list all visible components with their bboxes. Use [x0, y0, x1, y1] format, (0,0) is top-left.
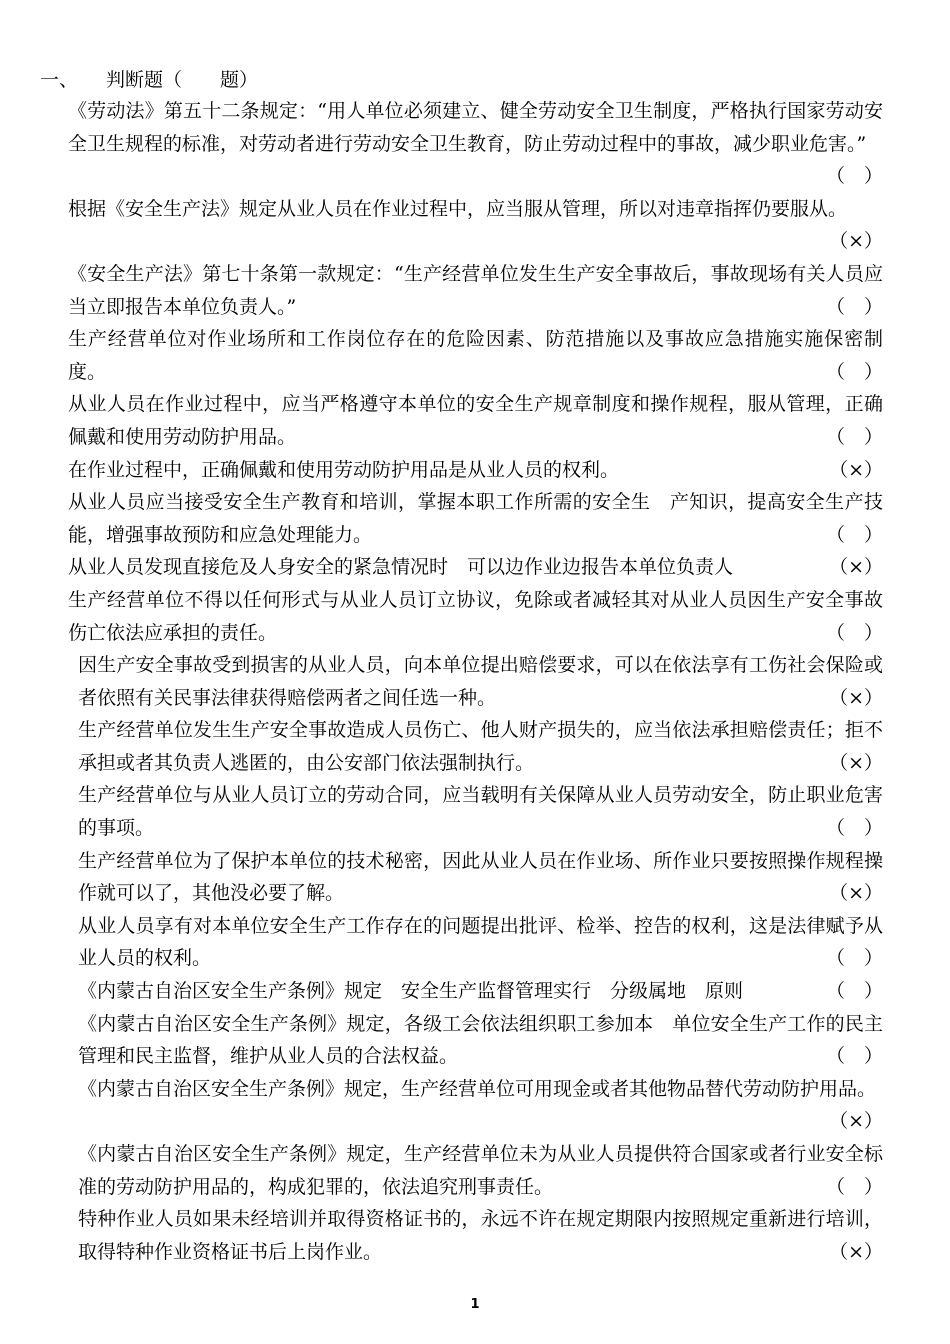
- question-text: 从业人员应当接受安全生产教育和培训，掌握本职工作所需的安全生 产知识，提高安全生产技能，增强事故预防和应急处理能力。: [68, 491, 883, 546]
- answer-mark: （×）: [829, 1240, 883, 1263]
- answer-mark: （×）: [829, 230, 883, 253]
- question-item: [68, 95, 883, 193]
- answer-mark: （×）: [829, 1110, 883, 1133]
- question-text: 《安全生产法》第七十条第一款规定：“生产经营单位发生生产安全事故后，事故现场有关人员应当立即报告本单位负责人。”: [68, 262, 883, 318]
- answer-mark: （ ）: [825, 817, 883, 840]
- question-item: [68, 714, 883, 779]
- answer-mark: （ ）: [825, 165, 883, 188]
- question-item: [68, 1073, 883, 1138]
- question-text: 生产经营单位发生生产安全事故造成人员伤亡、他人财产损失的，应当依法承担赔偿责任；拒不承担或者其负责人逃匿的，由公安部门依法强制执行。: [78, 719, 883, 774]
- question-text: 特种作业人员如果未经培训并取得资格证书的，永远不许在规定期限内按照规定重新进行培训，取得特种作业资格证书后上岗作业。: [78, 1208, 883, 1263]
- question-item: [68, 1008, 883, 1073]
- answer-mark: （ ）: [825, 295, 883, 318]
- question-text: 根据《安全生产法》规定从业人员在作业过程中，应当服从管理，所以对违章指挥仍要服从。: [68, 197, 848, 220]
- question-item: [68, 486, 883, 551]
- section-number: 一、: [40, 69, 79, 91]
- question-text: 从业人员在作业过程中，应当严格遵守本单位的安全生产规章制度和操作规程，服从管理，正确佩戴和使用劳动防护用品。: [68, 393, 883, 448]
- section-heading: [40, 66, 258, 94]
- answer-mark: （×）: [829, 458, 883, 481]
- answer-mark: （ ）: [825, 1175, 883, 1198]
- question-item: [68, 1203, 883, 1268]
- answer-mark: （ ）: [825, 1045, 883, 1068]
- question-item: [68, 193, 883, 258]
- question-list: [68, 95, 883, 1268]
- question-text: 从业人员发现直接危及人身安全的紧急情况时 可以边作业边报告本单位负责人: [68, 556, 734, 579]
- page-number: 1: [470, 1297, 480, 1312]
- question-text: 在作业过程中，正确佩戴和使用劳动防护用品是从业人员的权利。: [68, 458, 620, 481]
- answer-mark: （ ）: [825, 621, 883, 644]
- question-text: 《劳动法》第五十二条规定：“用人单位必须建立、健全劳动安全卫生制度，严格执行国家劳动安全卫生规程的标准，对劳动者进行劳动安全卫生教育，防止劳动过程中的事故，减少职业危害。”: [68, 100, 883, 155]
- question-item: [68, 388, 883, 453]
- question-item: [68, 551, 883, 584]
- answer-mark: （ ）: [825, 980, 883, 1003]
- question-item: [68, 975, 883, 1008]
- question-item: [68, 845, 883, 910]
- answer-mark: （ ）: [825, 523, 883, 546]
- answer-mark: （ ）: [825, 425, 883, 448]
- question-text: 生产经营单位与从业人员订立的劳动合同，应当载明有关保障从业人员劳动安全，防止职业危害的事项。: [78, 784, 883, 840]
- question-text: 《内蒙古自治区安全生产条例》规定，生产经营单位可用现金或者其他物品替代劳动防护用品。: [78, 1077, 877, 1100]
- question-text: 从业人员享有对本单位安全生产工作存在的问题提出批评、检举、控告的权利，这是法律赋予从业人员的权利。: [78, 914, 883, 970]
- section-title: 判断题（ 题）: [106, 69, 259, 91]
- question-item: [68, 779, 883, 844]
- answer-mark: （×）: [829, 686, 883, 709]
- question-text: 因生产安全事故受到损害的从业人员，向本单位提出赔偿要求，可以在依法享有工伤社会保险或者依照有关民事法律获得赔偿两者之间任选一种。: [78, 654, 883, 709]
- answer-mark: （×）: [829, 882, 883, 905]
- question-text: 生产经营单位为了保护本单位的技术秘密，因此从业人员在作业场、所作业只要按照操作规程操作就可以了，其他没必要了解。: [78, 849, 883, 905]
- answer-mark: （×）: [829, 751, 883, 774]
- question-text: 生产经营单位不得以任何形式与从业人员订立协议，免除或者减轻其对从业人员因生产安全事故伤亡依法应承担的责任。: [68, 588, 883, 644]
- question-item: [68, 584, 883, 649]
- question-item: [68, 649, 883, 714]
- answer-mark: （ ）: [825, 360, 883, 383]
- answer-mark: （ ）: [825, 947, 883, 970]
- question-text: 《内蒙古自治区安全生产条例》规定 安全生产监督管理实行 分级属地 原则: [78, 980, 744, 1003]
- question-item: [68, 910, 883, 975]
- question-item: [68, 454, 883, 487]
- question-item: [68, 258, 883, 323]
- question-text: 《内蒙古自治区安全生产条例》规定，各级工会依法组织职工参加本 单位安全生产工作的民主管理和民主监督，维护从业人员的合法权益。: [78, 1012, 883, 1068]
- question-item: [68, 323, 883, 388]
- question-text: 生产经营单位对作业场所和工作岗位存在的危险因素、防范措施以及事故应急措施实施保密制度。: [68, 328, 883, 383]
- question-item: [68, 1138, 883, 1203]
- question-text: 《内蒙古自治区安全生产条例》规定，生产经营单位未为从业人员提供符合国家或者行业安全标准的劳动防护用品的，构成犯罪的，依法追究刑事责任。: [78, 1143, 883, 1198]
- answer-mark: （×）: [829, 556, 883, 579]
